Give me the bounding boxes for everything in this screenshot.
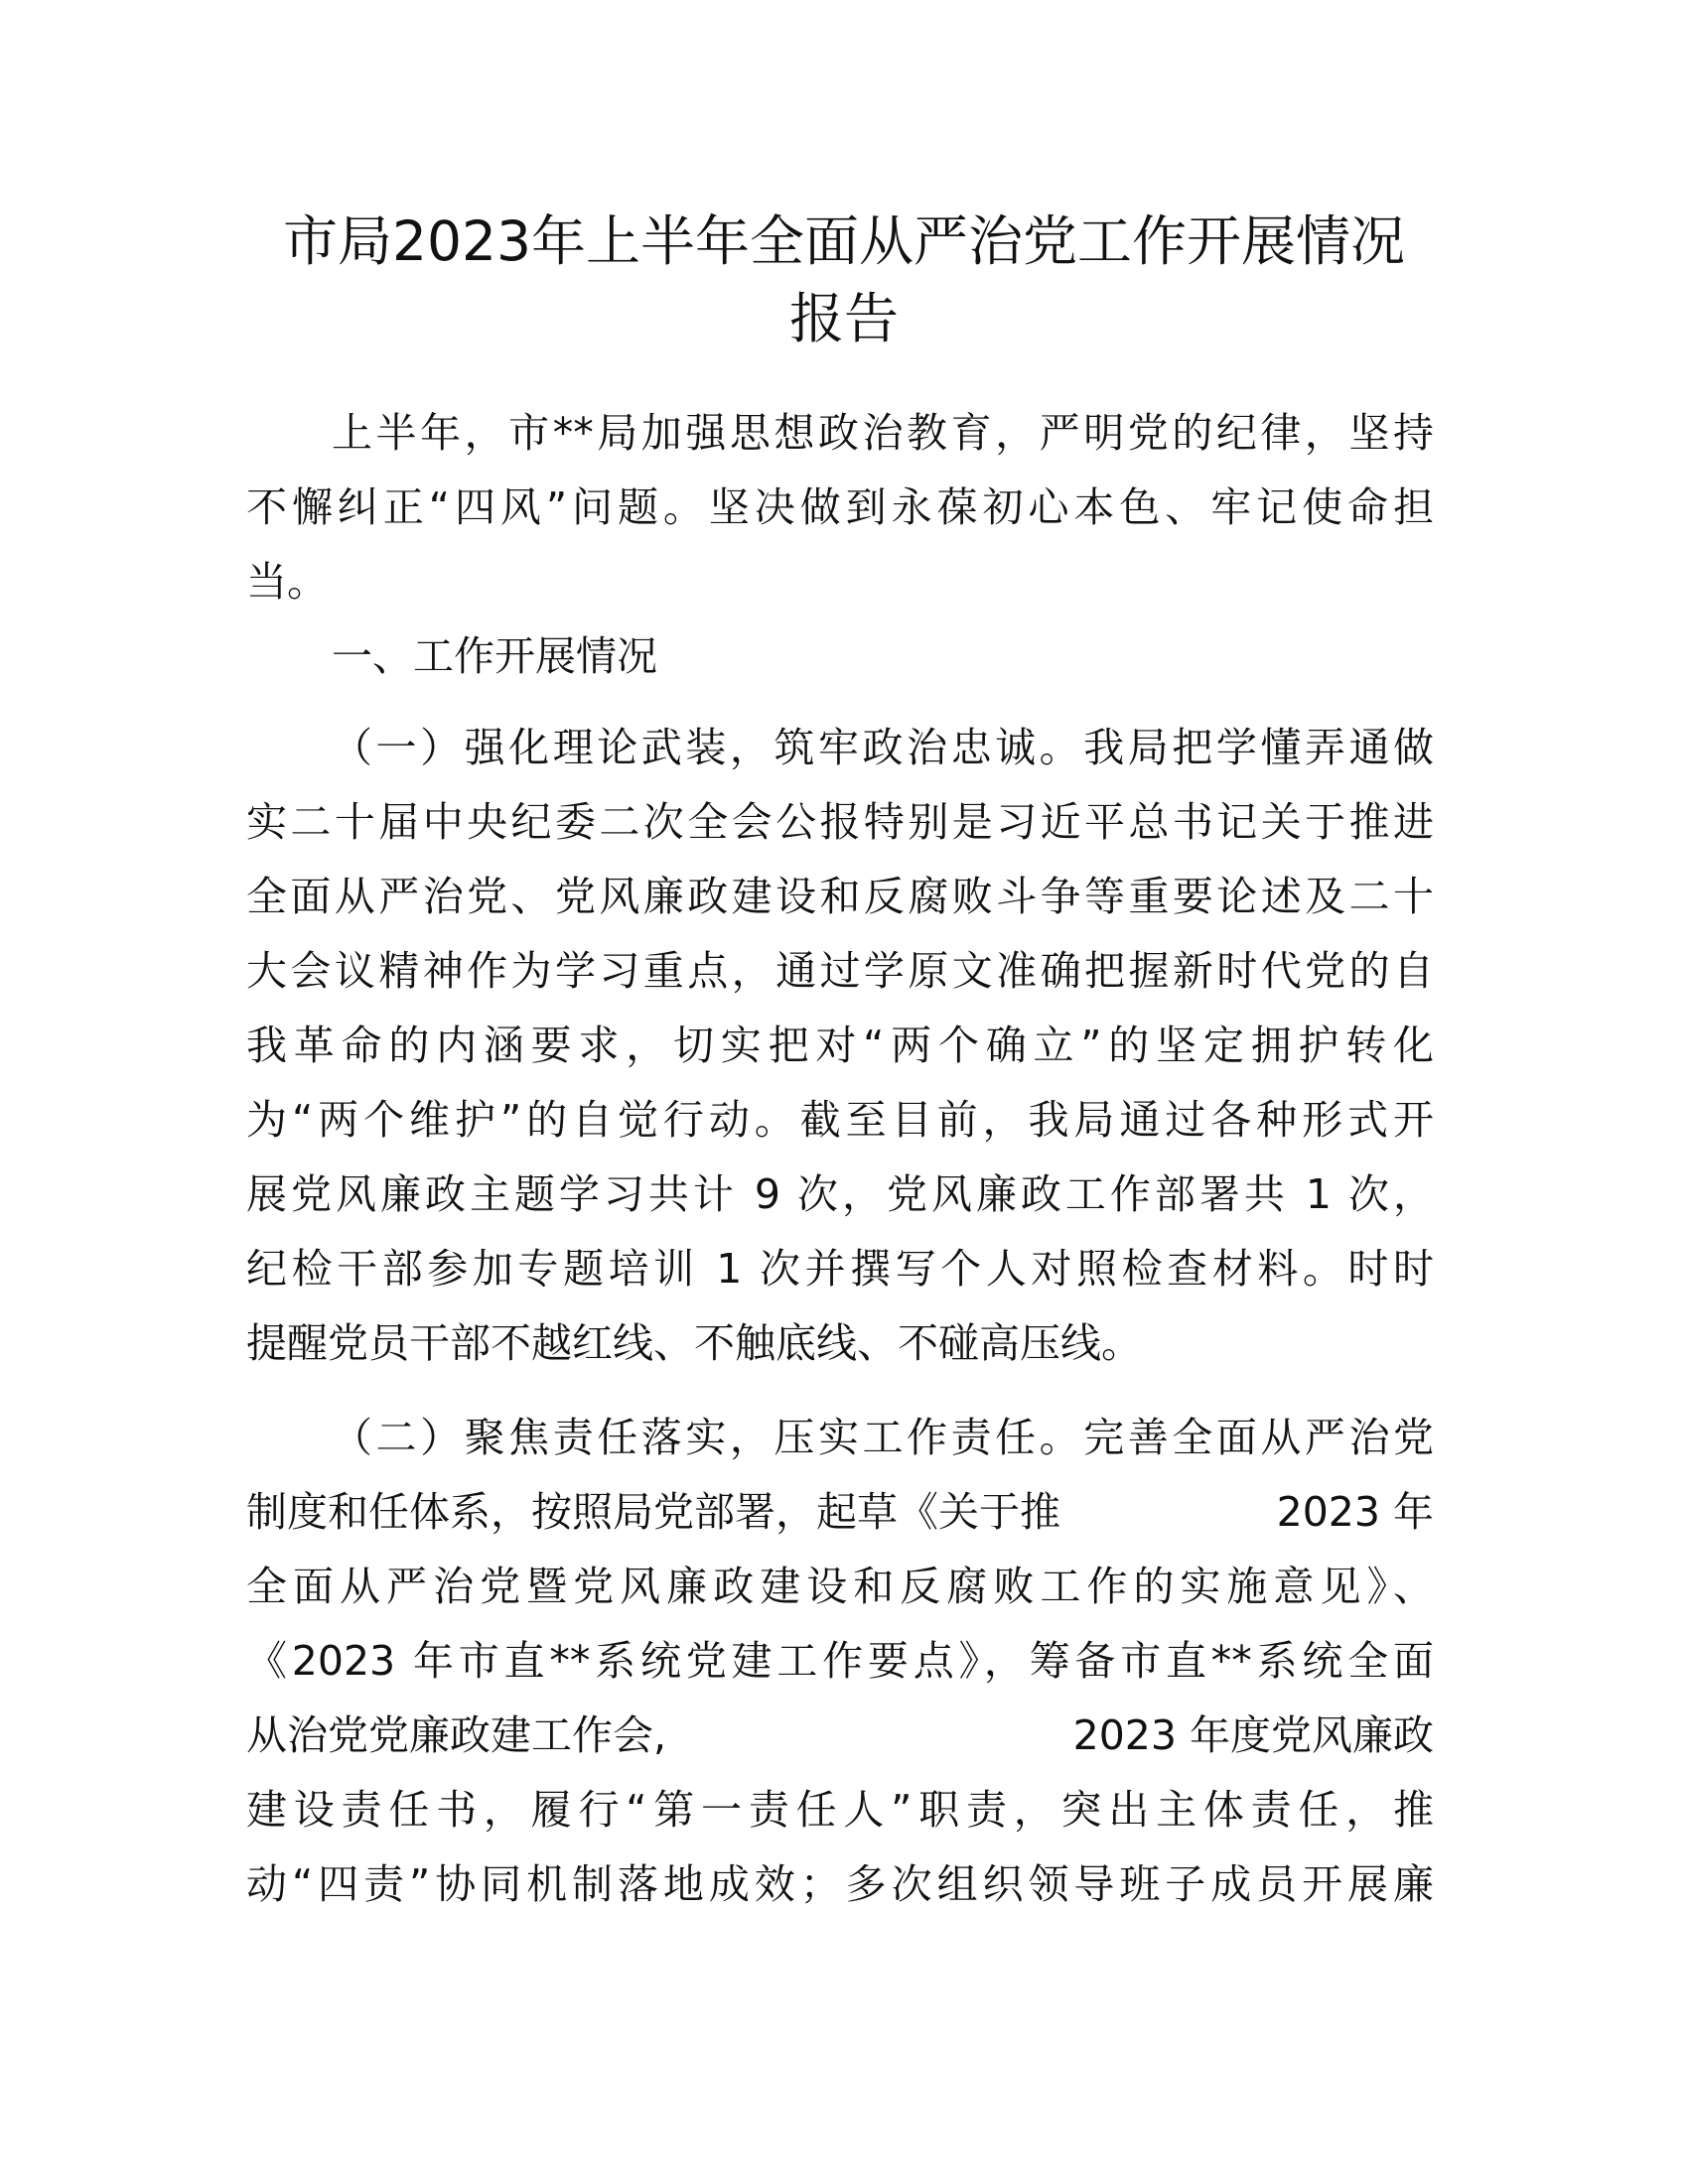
sub1-line-3: 全面从严治党、党风廉政建设和反腐败斗争等重要论述及二十 (246, 873, 1434, 920)
sub2-line-5 (246, 1707, 1434, 1763)
sub1-line-5: 我革命的内涵要求，切实把对“两个确立”的坚定拥护转化 (246, 1022, 1434, 1069)
sub1-line-2: 实二十届中央纪委二次全会公报特别是习近平总书记关于推进 (246, 798, 1434, 846)
sub1-line-8: 纪检干部参加专题培训 1 次并撰写个人对照检查材料。时时 (246, 1245, 1434, 1293)
sub1-line-9: 提醒党员干部不越红线、不触底线、不碰高压线。 (246, 1319, 1142, 1367)
sub1-line-6: 为“两个维护”的自觉行动。截至目前，我局通过各种形式开 (246, 1096, 1434, 1144)
sub2-line-3: 全面从严治党暨党风廉政建设和反腐败工作的实施意见》、 (246, 1563, 1434, 1610)
sub1-line-4: 大会议精神作为学习重点，通过学原文准确把握新时代党的自 (246, 947, 1434, 995)
sub1-line-7: 展党风廉政主题学习共计 9 次，党风廉政工作部署共 1 次， (246, 1170, 1434, 1218)
sub2-line-2-right: 2023 年 (1276, 1488, 1434, 1536)
section-heading-1: 一、工作开展情况 (332, 632, 657, 680)
document-title-line-1: 市局2023年上半年全面从严治党工作开展情况 (283, 209, 1405, 273)
sub2-line-5-left: 从治党党廉政建工作会, (246, 1711, 667, 1759)
sub2-line-6: 建设责任书，履行“第一责任人”职责，突出主体责任，推 (246, 1786, 1434, 1834)
document-title-line-2: 报告 (788, 287, 899, 350)
sub2-line-1: （二）聚焦责任落实，压实工作责任。完善全面从严治党 (332, 1414, 1434, 1461)
intro-line-3: 当。 (246, 558, 328, 606)
sub2-line-5-right: 2023 年度党风廉政 (1072, 1711, 1434, 1759)
intro-line-1: 上半年，市**局加强思想政治教育，严明党的纪律，坚持 (332, 409, 1434, 457)
sub2-line-2 (246, 1484, 1434, 1540)
sub2-line-2-left: 制度和任体系，按照局党部署，起草《关于推 (246, 1488, 1060, 1536)
sub2-line-7: 动“四责”协同机制落地成效；多次组织领导班子成员开展廉 (246, 1860, 1434, 1908)
sub2-line-4: 《2023 年市直**系统党建工作要点》，筹备市直**系统全面 (246, 1637, 1434, 1685)
sub1-line-1: （一）强化理论武装，筑牢政治忠诚。我局把学懂弄通做 (332, 724, 1434, 771)
intro-line-2: 不懈纠正“四风”问题。坚决做到永葆初心本色、牢记使命担 (246, 483, 1434, 531)
